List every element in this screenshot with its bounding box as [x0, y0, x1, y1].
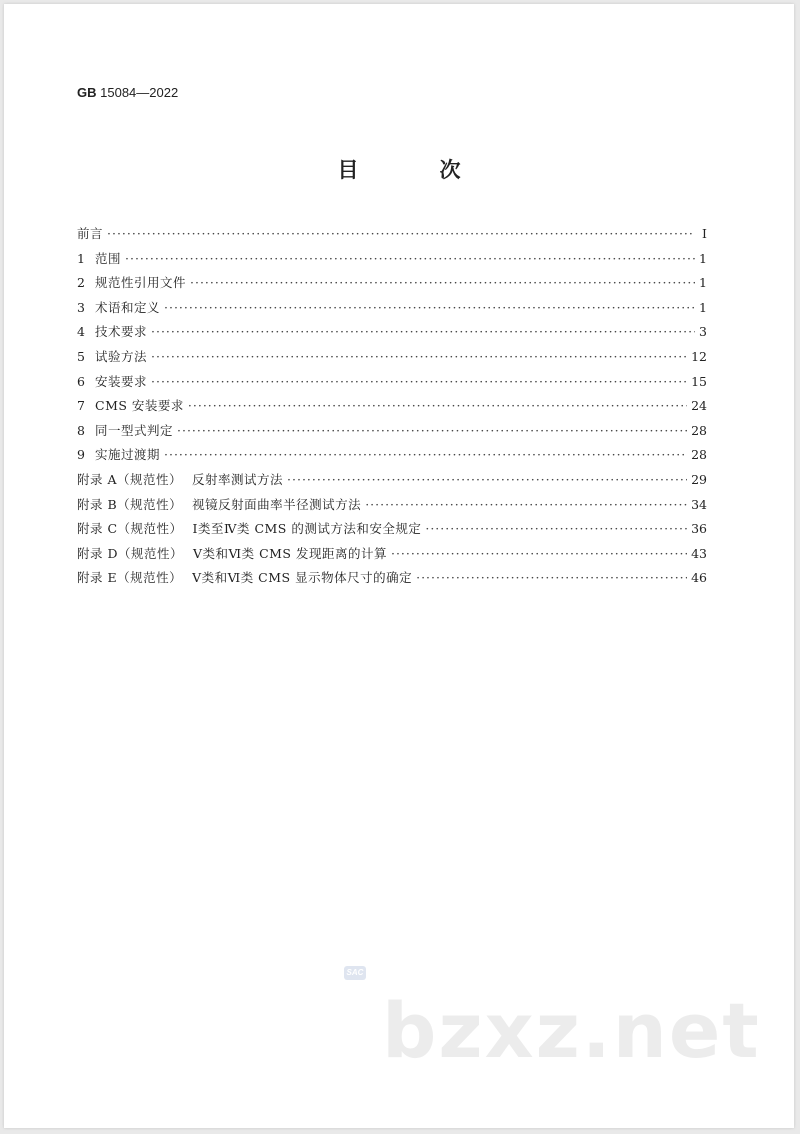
- toc-entry[interactable]: [77, 468, 707, 493]
- toc-entry[interactable]: [77, 493, 707, 518]
- toc-entry-number: 1: [77, 250, 86, 266]
- toc-dot-leader: [365, 493, 687, 518]
- toc-annex-tag: 附录 B（规范性）: [77, 496, 183, 512]
- toc-page-number: 1: [699, 275, 707, 291]
- toc-dot-leader: [391, 542, 687, 567]
- toc-entry[interactable]: [77, 271, 707, 296]
- toc-entry[interactable]: [77, 394, 707, 419]
- standard-code: 15084—2022: [100, 85, 179, 100]
- toc-entry-title: Ⅰ类至Ⅳ类 CMS 的测试方法和安全规定: [192, 521, 422, 537]
- toc-dot-leader: [151, 345, 687, 370]
- toc-page-number: 3: [699, 324, 707, 340]
- toc-entry-number: 5: [77, 348, 86, 364]
- toc-entry[interactable]: [77, 345, 707, 370]
- toc-entry-label: [77, 370, 147, 395]
- standard-prefix: GB: [77, 85, 97, 100]
- toc-page-number: 36: [691, 521, 707, 537]
- toc-entry-label: [77, 247, 121, 272]
- toc-entry-title: 实施过渡期: [95, 447, 161, 463]
- site-watermark: bzxz.net: [382, 986, 761, 1075]
- toc-entry[interactable]: [77, 542, 707, 567]
- toc-entry-title: 试验方法: [95, 348, 148, 364]
- toc-entry-label: [77, 222, 103, 247]
- toc-entry[interactable]: [77, 247, 707, 272]
- toc-annex-tag: 附录 C（规范性）: [77, 521, 183, 537]
- toc-annex-tag: 附录 A（规范性）: [77, 471, 183, 487]
- document-page: [4, 4, 794, 1128]
- toc-entry-number: 7: [77, 398, 86, 414]
- toc-entry-number: 8: [77, 422, 86, 438]
- toc-dot-leader: [151, 320, 695, 345]
- toc-dot-leader: [164, 296, 695, 321]
- table-of-contents: [77, 222, 707, 591]
- toc-entry-label: [77, 345, 147, 370]
- toc-entry-title: 视镜反射面曲率半径测试方法: [192, 496, 362, 512]
- toc-entry-number: 3: [77, 299, 86, 315]
- toc-entry-title: 安装要求: [95, 373, 148, 389]
- sac-seal-logo: SAC: [344, 966, 366, 980]
- toc-entry-label: [77, 566, 412, 591]
- toc-entry-number: 9: [77, 447, 86, 463]
- toc-dot-leader: [425, 517, 687, 542]
- toc-entry-label: [77, 542, 387, 567]
- toc-page-number: 1: [699, 299, 707, 315]
- toc-entry-title: 同一型式判定: [95, 422, 174, 438]
- toc-page-number: 12: [691, 348, 707, 364]
- toc-entry-number: 2: [77, 275, 86, 291]
- toc-entry-label: [77, 443, 160, 468]
- toc-entry-number: 6: [77, 373, 86, 389]
- toc-entry[interactable]: [77, 370, 707, 395]
- toc-entry-label: [77, 320, 147, 345]
- toc-page-number: Ⅰ: [702, 226, 707, 241]
- toc-page-number: 28: [691, 447, 707, 463]
- toc-page-number: 15: [691, 373, 707, 389]
- toc-dot-leader: [164, 443, 687, 468]
- toc-entry-title: 术语和定义: [95, 299, 161, 315]
- toc-entry[interactable]: [77, 517, 707, 542]
- toc-page-number: 1: [699, 250, 707, 266]
- toc-entry-title: 规范性引用文件: [95, 275, 187, 291]
- toc-page-number: 46: [691, 570, 707, 586]
- toc-dot-leader: [190, 271, 695, 296]
- toc-title: 目 次: [337, 158, 491, 182]
- toc-entry-label: [77, 296, 160, 321]
- toc-entry-label: [77, 517, 421, 542]
- toc-entry-title: CMS 安装要求: [95, 398, 184, 414]
- toc-page-number: 43: [691, 545, 707, 561]
- toc-entry[interactable]: [77, 443, 707, 468]
- toc-entry-title: 前言: [77, 226, 104, 241]
- toc-page-number: 34: [691, 496, 707, 512]
- toc-entry-title: 范围: [95, 250, 122, 266]
- toc-entry-title: Ⅴ类和Ⅵ类 CMS 发现距离的计算: [193, 545, 387, 561]
- toc-entry-number: 4: [77, 324, 86, 340]
- toc-dot-leader: [177, 419, 687, 444]
- toc-annex-tag: 附录 E（规范性）: [77, 570, 183, 586]
- toc-entry[interactable]: [77, 222, 707, 247]
- toc-dot-leader: [287, 468, 687, 493]
- toc-page-number: 24: [691, 398, 707, 414]
- toc-entry[interactable]: [77, 566, 707, 591]
- toc-entry-label: [77, 493, 361, 518]
- toc-entry[interactable]: [77, 320, 707, 345]
- toc-dot-leader: [107, 222, 695, 247]
- toc-entry-label: [77, 271, 186, 296]
- toc-entry-title: Ⅴ类和Ⅵ类 CMS 显示物体尺寸的确定: [192, 570, 413, 586]
- toc-entry[interactable]: [77, 296, 707, 321]
- toc-entry-title: 技术要求: [95, 324, 148, 340]
- toc-dot-leader: [188, 394, 687, 419]
- toc-dot-leader: [125, 247, 695, 272]
- toc-annex-tag: 附录 D（规范性）: [77, 545, 183, 561]
- toc-entry-label: [77, 419, 173, 444]
- toc-entry-title: 反射率测试方法: [192, 471, 284, 487]
- standard-number: [77, 85, 178, 100]
- toc-dot-leader: [416, 566, 687, 591]
- toc-entry[interactable]: [77, 419, 707, 444]
- toc-page-number: 28: [691, 422, 707, 438]
- toc-entry-label: [77, 468, 283, 493]
- toc-page-number: 29: [691, 471, 707, 487]
- toc-dot-leader: [151, 370, 687, 395]
- toc-entry-label: [77, 394, 184, 419]
